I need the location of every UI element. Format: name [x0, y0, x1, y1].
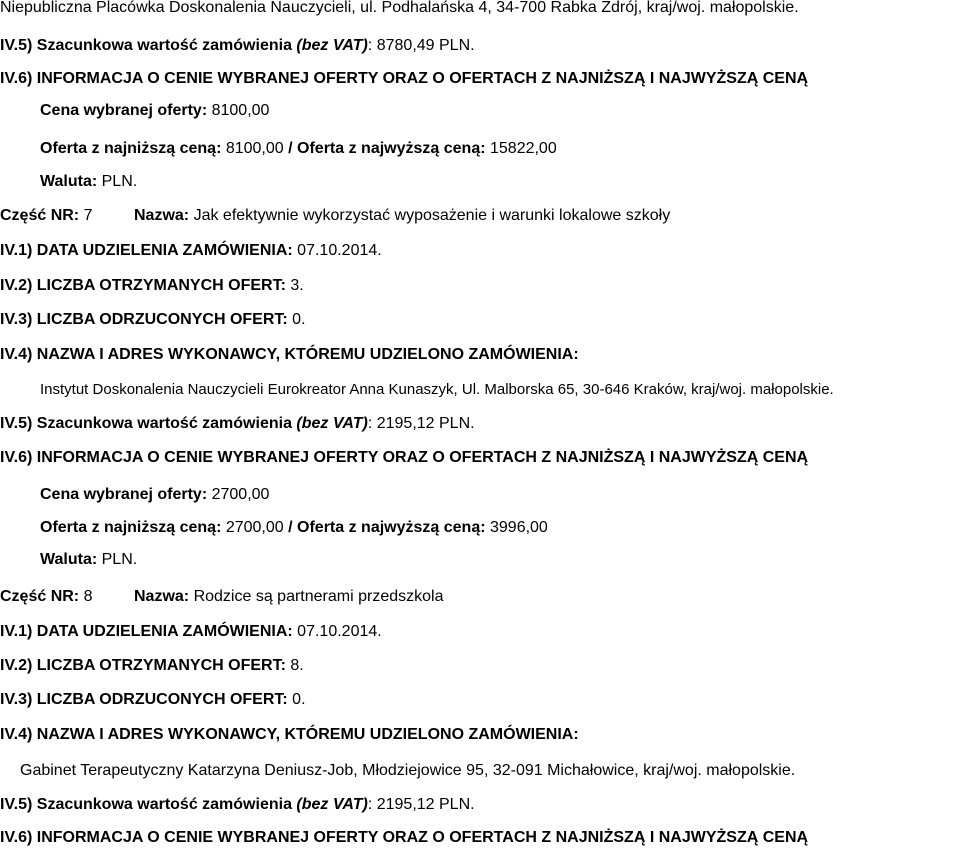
iv3-label: IV.3) LICZBA ODRZUCONYCH OFERT:	[0, 691, 288, 708]
iv3-value: 0.	[287, 311, 306, 328]
iv5-bez-vat: (bez VAT)	[296, 415, 368, 432]
iv5-value: : 8780,49 PLN.	[367, 37, 475, 54]
iv5-label: IV.5) Szacunkowa wartość zamówienia	[0, 796, 292, 813]
iv3-label: IV.3) LICZBA ODRZUCONYCH OFERT:	[0, 311, 288, 328]
nazwa-label: Nazwa:	[134, 207, 190, 224]
lowest-value: 2700,00	[221, 519, 289, 536]
iv5-estimated-value	[0, 795, 475, 814]
iv3-offers-rejected	[0, 690, 306, 709]
highest-value: 15822,00	[485, 140, 557, 157]
lowest-label: Oferta z najniższą ceną:	[40, 140, 222, 157]
iv5-estimated-value	[0, 36, 475, 55]
iv4-contractor-heading: IV.4) NAZWA I ADRES WYKONAWCY, KTÓREMU UDZIELONO ZAMÓWIENIA:	[0, 726, 579, 743]
czesc-value: 8	[79, 588, 93, 605]
currency	[40, 550, 137, 569]
iv5-estimated-value	[0, 414, 475, 433]
iv2-value: 8.	[285, 657, 304, 674]
czesc-value: 7	[79, 207, 93, 224]
iv5-label: IV.5) Szacunkowa wartość zamówienia	[0, 415, 292, 432]
iv1-label: IV.1) DATA UDZIELENIA ZAMÓWIENIA:	[0, 623, 293, 640]
iv6-title: IV.6) INFORMACJA O CENIE WYBRANEJ OFERTY ORAZ O OFERTACH Z NAJNIŻSZĄ I NAJWYŻSZĄ CENĄ	[0, 449, 809, 466]
part-7-name	[134, 206, 670, 225]
waluta-label: Waluta:	[40, 173, 98, 190]
iv2-value: 3.	[285, 277, 304, 294]
nazwa-value: Jak efektywnie wykorzystać wyposażenie i warunki lokalowe szkoły	[189, 207, 671, 224]
czesc-label: Część NR:	[0, 588, 80, 605]
lowest-label: Oferta z najniższą ceną:	[40, 519, 222, 536]
iv1-award-date	[0, 241, 382, 260]
cena-value: 8100,00	[207, 102, 270, 119]
part-8-number	[0, 587, 92, 606]
lowest-value: 8100,00	[221, 140, 289, 157]
contractor-details: Gabinet Terapeutyczny Katarzyna Deniusz-Job, Młodziejowice 95, 32-091 Michałowice, kraj/woj. małopolskie.	[20, 762, 796, 779]
highest-label: Oferta z najwyższą ceną:	[292, 140, 486, 157]
part-8-name	[134, 587, 443, 606]
iv2-offers-received	[0, 656, 304, 675]
iv6-title: IV.6) INFORMACJA O CENIE WYBRANEJ OFERTY ORAZ O OFERTACH Z NAJNIŻSZĄ I NAJWYŻSZĄ CENĄ	[0, 829, 809, 846]
highest-value: 3996,00	[485, 519, 548, 536]
iv2-label: IV.2) LICZBA OTRZYMANYCH OFERT:	[0, 277, 286, 294]
iv1-value: 07.10.2014.	[292, 623, 382, 640]
cena-label: Cena wybranej oferty:	[40, 486, 208, 503]
contractor-address: Niepubliczna Placówka Doskonalenia Nauczycieli, ul. Podhalańska 4, 34-700 Rabka Zdrój, kraj/woj. małopolskie.	[0, 0, 799, 16]
highest-label: Oferta z najwyższą ceną:	[292, 519, 486, 536]
iv3-offers-rejected	[0, 310, 306, 329]
iv5-bez-vat: (bez VAT)	[296, 37, 368, 54]
iv2-offers-received	[0, 276, 304, 295]
selected-offer-price	[40, 101, 269, 120]
lowest-highest-offer	[40, 518, 548, 537]
iv5-bez-vat: (bez VAT)	[296, 796, 368, 813]
contractor-details: Instytut Doskonalenia Nauczycieli Eurokreator Anna Kunaszyk, Ul. Malborska 65, 30-646 Kraków, kraj/woj. małopolskie.	[40, 381, 834, 398]
waluta-value: PLN.	[97, 551, 138, 568]
cena-label: Cena wybranej oferty:	[40, 102, 208, 119]
iv1-value: 07.10.2014.	[292, 242, 382, 259]
czesc-label: Część NR:	[0, 207, 80, 224]
part-7-number	[0, 206, 92, 225]
nazwa-label: Nazwa:	[134, 588, 190, 605]
iv2-label: IV.2) LICZBA OTRZYMANYCH OFERT:	[0, 657, 286, 674]
iv1-label: IV.1) DATA UDZIELENIA ZAMÓWIENIA:	[0, 242, 293, 259]
waluta-label: Waluta:	[40, 551, 98, 568]
iv4-contractor-heading: IV.4) NAZWA I ADRES WYKONAWCY, KTÓREMU UDZIELONO ZAMÓWIENIA:	[0, 346, 579, 363]
waluta-value: PLN.	[97, 173, 138, 190]
iv5-value: : 2195,12 PLN.	[367, 415, 475, 432]
nazwa-value: Rodzice są partnerami przedszkola	[189, 588, 444, 605]
cena-value: 2700,00	[207, 486, 270, 503]
iv5-label: IV.5) Szacunkowa wartość zamówienia	[0, 37, 292, 54]
iv3-value: 0.	[287, 691, 306, 708]
currency	[40, 172, 137, 191]
selected-offer-price	[40, 485, 269, 504]
slash: /	[288, 140, 293, 157]
lowest-highest-offer	[40, 139, 557, 158]
slash: /	[288, 519, 293, 536]
iv6-title: IV.6) INFORMACJA O CENIE WYBRANEJ OFERTY ORAZ O OFERTACH Z NAJNIŻSZĄ I NAJWYŻSZĄ CENĄ	[0, 70, 809, 87]
iv5-value: : 2195,12 PLN.	[367, 796, 475, 813]
iv1-award-date	[0, 622, 382, 641]
